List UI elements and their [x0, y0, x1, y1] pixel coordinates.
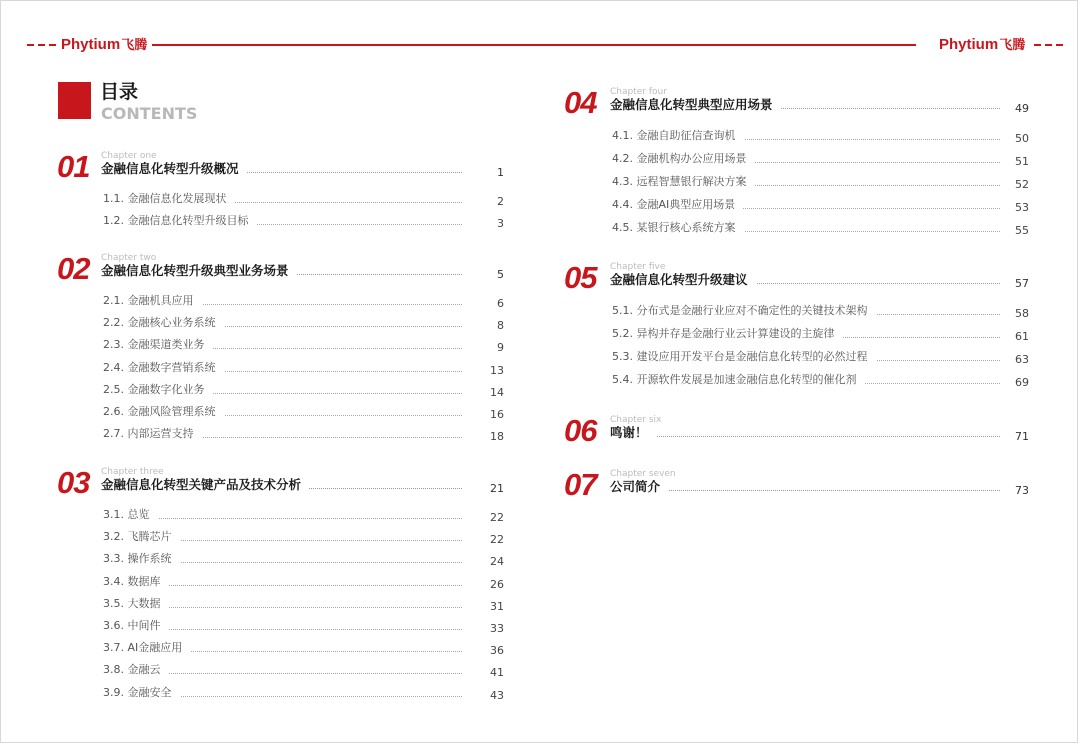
- section-page-number: 22: [490, 511, 504, 524]
- section-page-number: 31: [490, 599, 504, 613]
- chapter-number: 05: [564, 260, 597, 295]
- section-page-number: 14: [490, 385, 504, 399]
- chapter-title: 金融信息化转型关键产品及技术分析: [101, 477, 309, 493]
- section-page-number: 2: [497, 195, 504, 208]
- toc-section-item[interactable]: [103, 552, 504, 569]
- section-page-number: 55: [1015, 224, 1029, 238]
- chapter-page-number: 21: [490, 482, 504, 495]
- section-label: 3.7. AI金融应用: [103, 641, 190, 655]
- section-label: 2.3. 金融渠道类业务: [103, 338, 213, 352]
- toc-chapter-07[interactable]: [564, 467, 1029, 502]
- section-label: 1.1. 金融信息化发展现状: [103, 192, 235, 206]
- toc-chapter-03[interactable]: [57, 465, 504, 500]
- toc-section-item[interactable]: [612, 221, 1029, 238]
- section-label: 2.6. 金融风险管理系统: [103, 405, 224, 419]
- section-label: 5.2. 异构并存是金融行业云计算建设的主旋律: [612, 327, 843, 341]
- toc-section-item[interactable]: [103, 508, 504, 522]
- section-label: 2.4. 金融数字营销系统: [103, 361, 224, 375]
- toc-section-item[interactable]: [612, 350, 1029, 367]
- chapter-page-number: 1: [497, 166, 504, 179]
- toc-chapter-04[interactable]: [564, 85, 1029, 120]
- section-page-number: 63: [1015, 353, 1029, 367]
- section-page-number: 43: [490, 688, 504, 702]
- toc-section-item[interactable]: [103, 338, 504, 355]
- toc-section-item[interactable]: [103, 575, 504, 589]
- toc-chapter-01[interactable]: [57, 149, 504, 184]
- toc-chapter-02[interactable]: [57, 251, 504, 286]
- header-dash: [49, 44, 56, 46]
- section-label: 4.4. 金融AI典型应用场景: [612, 198, 743, 212]
- section-label: 1.2. 金融信息化转型升级目标: [103, 214, 257, 228]
- toc-section-item[interactable]: [612, 373, 1029, 390]
- section-label: 3.8. 金融云: [103, 663, 169, 677]
- section-label: 5.3. 建设应用开发平台是金融信息化转型的必然过程: [612, 350, 876, 364]
- section-page-number: 58: [1015, 307, 1029, 320]
- dot-leader: [610, 436, 1000, 437]
- section-label: 3.5. 大数据: [103, 597, 169, 611]
- chapter-number: 06: [564, 413, 597, 448]
- chapter-eyebrow: Chapter five: [610, 262, 666, 272]
- toc-chapter-06[interactable]: [564, 413, 1029, 448]
- section-label: 4.1. 金融自助征信查询机: [612, 129, 744, 143]
- section-page-number: 33: [490, 622, 504, 635]
- chapter-eyebrow: Chapter three: [101, 467, 164, 477]
- toc-section-item[interactable]: [612, 129, 1029, 143]
- chapter-title: 公司简介: [610, 479, 668, 495]
- toc-section-item[interactable]: [612, 175, 1029, 192]
- toc-section-item[interactable]: [103, 641, 504, 658]
- chapter-number: 04: [564, 85, 597, 120]
- section-label: 4.3. 远程智慧银行解决方案: [612, 175, 755, 189]
- chapter-eyebrow: Chapter one: [101, 151, 157, 161]
- chapter-title: 金融信息化转型升级建议: [610, 272, 756, 288]
- chapter-number: 02: [57, 251, 90, 286]
- logo-cn: 飞腾: [121, 37, 148, 52]
- toc-section-item[interactable]: [103, 530, 504, 547]
- section-page-number: 52: [1015, 178, 1029, 192]
- chapter-page-number: 49: [1015, 102, 1029, 115]
- chapter-page-number: 73: [1015, 484, 1029, 497]
- logo-left: [61, 35, 147, 55]
- logo-right: [939, 35, 1025, 55]
- header-dash: [38, 44, 45, 46]
- logo-latin: Phytium: [939, 36, 999, 53]
- section-page-number: 69: [1015, 376, 1029, 390]
- toc-section-item[interactable]: [103, 214, 504, 231]
- toc-section-item[interactable]: [612, 327, 1029, 344]
- chapter-eyebrow: Chapter six: [610, 415, 662, 425]
- chapter-title: 金融信息化转型升级概况: [101, 161, 247, 177]
- toc-section-item[interactable]: [103, 597, 504, 611]
- section-label: 5.1. 分布式是金融行业应对不确定性的关键技术架构: [612, 304, 876, 318]
- toc-section-item[interactable]: [103, 192, 504, 206]
- section-label: 2.1. 金融机具应用: [103, 294, 202, 308]
- header-dash: [1045, 44, 1052, 46]
- section-page-number: 36: [490, 644, 504, 658]
- section-page-number: 53: [1015, 201, 1029, 215]
- section-page-number: 22: [490, 533, 504, 547]
- section-page-number: 3: [497, 217, 504, 231]
- toc-section-item[interactable]: [103, 361, 504, 375]
- section-label: 5.4. 开源软件发展是加速金融信息化转型的催化剂: [612, 373, 865, 387]
- section-label: 3.9. 金融安全: [103, 686, 180, 700]
- page-subtitle: CONTENTS: [101, 104, 198, 123]
- section-page-number: 41: [490, 666, 504, 680]
- section-page-number: 8: [497, 319, 504, 333]
- toc-section-item[interactable]: [612, 304, 1029, 318]
- section-label: 2.7. 内部运营支持: [103, 427, 202, 441]
- dot-leader: [610, 490, 1000, 491]
- section-page-number: 50: [1015, 132, 1029, 145]
- section-label: 2.2. 金融核心业务系统: [103, 316, 224, 330]
- section-page-number: 9: [497, 341, 504, 355]
- chapter-eyebrow: Chapter four: [610, 87, 667, 97]
- header-dash: [1034, 44, 1041, 46]
- section-label: 3.6. 中间件: [103, 619, 169, 633]
- page-title: 目录: [100, 81, 139, 103]
- chapter-title: 金融信息化转型典型应用场景: [610, 97, 781, 113]
- chapter-eyebrow: Chapter two: [101, 253, 157, 263]
- toc-section-item[interactable]: [103, 619, 504, 633]
- toc-section-item[interactable]: [103, 427, 504, 444]
- logo-latin: Phytium: [61, 36, 121, 53]
- chapter-page-number: 57: [1015, 277, 1029, 290]
- header-rule: [152, 44, 916, 46]
- section-page-number: 6: [497, 297, 504, 310]
- section-label: 3.4. 数据库: [103, 575, 169, 589]
- section-label: 2.5. 金融数字化业务: [103, 383, 213, 397]
- chapter-eyebrow: Chapter seven: [610, 469, 676, 479]
- chapter-page-number: 5: [497, 268, 504, 281]
- toc-section-item[interactable]: [103, 686, 504, 700]
- section-label: 3.1. 总览: [103, 508, 158, 522]
- section-label: 3.2. 飞腾芯片: [103, 530, 180, 544]
- section-page-number: 51: [1015, 155, 1029, 169]
- chapter-title: 金融信息化转型升级典型业务场景: [101, 263, 297, 279]
- section-page-number: 13: [490, 363, 504, 377]
- chapter-number: 03: [57, 465, 90, 500]
- toc-chapter-05[interactable]: [564, 260, 1029, 295]
- toc-section-item[interactable]: [612, 152, 1029, 169]
- toc-section-item[interactable]: [103, 383, 504, 397]
- toc-section-item[interactable]: [612, 198, 1029, 215]
- toc-section-item[interactable]: [103, 663, 504, 680]
- section-label: 4.5. 某银行核心系统方案: [612, 221, 744, 235]
- header-dash: [1056, 44, 1063, 46]
- chapter-title: 鸣谢！: [610, 425, 656, 441]
- section-page-number: 24: [490, 555, 504, 569]
- chapter-page-number: 71: [1015, 430, 1029, 443]
- header-dash: [27, 44, 34, 46]
- section-page-number: 18: [490, 430, 504, 444]
- section-page-number: 61: [1015, 330, 1029, 344]
- toc-section-item[interactable]: [103, 294, 504, 308]
- logo-cn: 飞腾: [999, 37, 1026, 52]
- heading-red-square: [58, 82, 91, 119]
- toc-section-item[interactable]: [103, 316, 504, 333]
- section-label: 3.3. 操作系统: [103, 552, 180, 566]
- section-page-number: 26: [490, 577, 504, 591]
- section-label: 4.2. 金融机构办公应用场景: [612, 152, 755, 166]
- chapter-number: 01: [57, 149, 90, 184]
- chapter-number: 07: [564, 467, 597, 502]
- toc-section-item[interactable]: [103, 405, 504, 419]
- section-page-number: 16: [490, 408, 504, 421]
